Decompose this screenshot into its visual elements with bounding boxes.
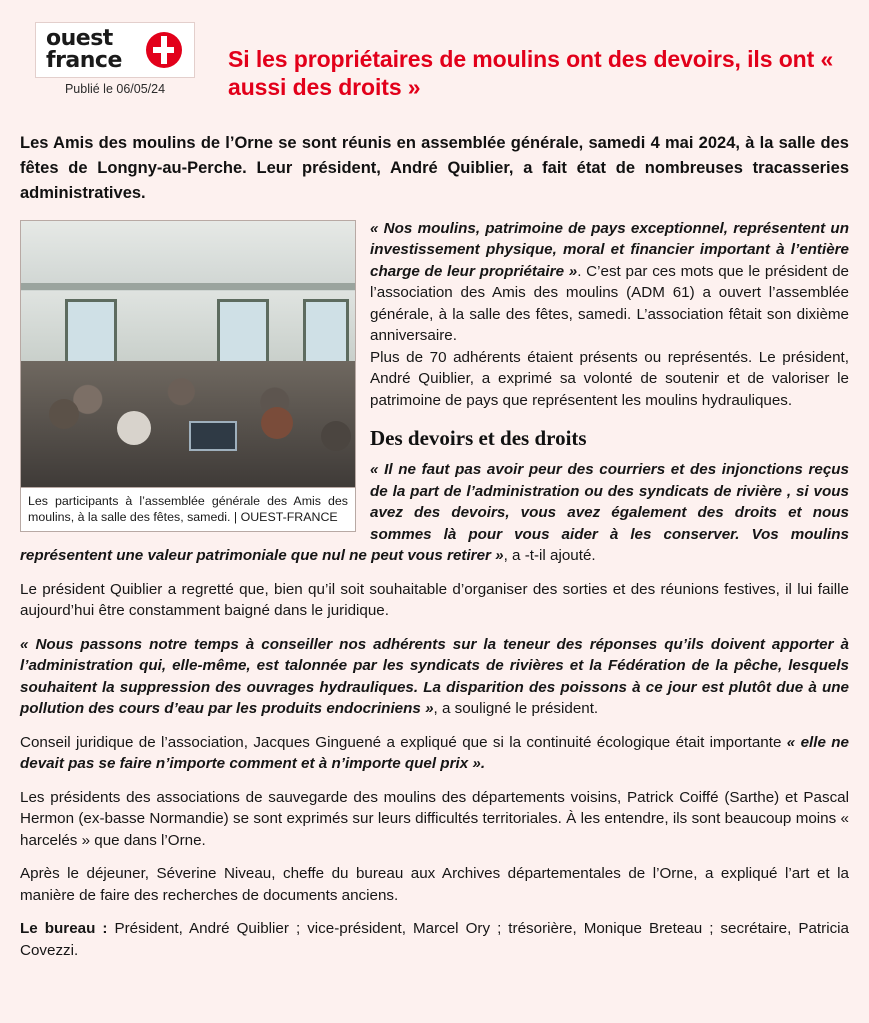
- section-subhead: Des devoirs et des droits: [370, 426, 587, 451]
- page-title: Si les propriétaires de moulins ont des devoirs, ils ont « aussi des droits »: [228, 46, 834, 101]
- paragraph-6: [20, 732, 849, 775]
- article-body: [20, 218, 849, 962]
- caption-credit: OUEST-FRANCE: [240, 509, 338, 524]
- photo-person: [117, 411, 151, 445]
- paragraph-5-rest: , a souligné le président.: [433, 700, 599, 718]
- photo-beam: [21, 283, 355, 290]
- article-figure: [20, 220, 356, 532]
- photo-laptop: [189, 421, 237, 451]
- logo-line-2: france: [46, 48, 122, 73]
- pull-quote-3: « Nous passons notre temps à conseiller nos adhérents sur la teneur des réponses qu’ils doivent apporter à l’administration qui, elle-même, est talonnée par les syndicats de rivières et la Fédération de la pêche, lesquels souhaitent la suppression des ouvrages hydrauliques. La disparition des poissons à ce jour est plutôt due à une pollution des cours d’eau par les produits endocriniens »: [20, 635, 849, 718]
- plus-cross-mark-icon: [146, 32, 182, 68]
- photo-ceiling: [21, 221, 355, 291]
- photo-window: [65, 299, 117, 365]
- photo-person: [49, 399, 79, 429]
- paragraph-4: Le président Quiblier a regretté que, bien qu’il soit souhaitable d’organiser des sorties et des réunions festives, il lui faille aujourd’hui être constamment baigné dans le juridique.: [20, 580, 849, 620]
- paragraph-6-start: Conseil juridique de l’association, Jacques Ginguené a expliqué que si la continuité écologique était importante: [20, 733, 787, 751]
- article-header: [20, 18, 849, 117]
- paragraph-8: Après le déjeuner, Séverine Niveau, cheffe du bureau aux Archives départementales de l’Orne, a expliqué l’art et la manière de faire des recherches de documents anciens.: [20, 865, 849, 904]
- bureau-label: Le bureau :: [20, 920, 108, 938]
- figure-caption: [20, 488, 356, 532]
- paragraph-3-rest: , a -t-il ajouté.: [503, 547, 596, 565]
- bureau-members: Président, André Quiblier ; vice-président, Marcel Ory ; trésorière, Monique Breteau ; secrétaire, Patricia Covezzi.: [20, 920, 850, 959]
- pull-quote-2: « Il ne faut pas avoir peur des courriers et des injonctions reçus de la part de l’administration ou des syndicats de rivière , si vous avez des devoirs, vous avez également des droits et nous sommes là pour vous aider à les conserver. Vos moulins représentent une valeur patrimoniale que nul ne peut vous retirer »: [20, 461, 849, 565]
- assembly-photo: [20, 220, 356, 488]
- paragraph-1-rest: . C’est par ces mots que le président de l’association des Amis des moulins (ADM 61) a ouvert l’assemblée générale, à la salle des fêtes, samedi. L’association fêtait son dixième anniversaire.: [370, 262, 849, 345]
- paragraph-2: Plus de 70 adhérents étaient présents ou représentés. Le président, André Quiblier, a exprimé sa volonté de soutenir et de valoriser le patrimoine de pays que représentent les moulins hydrauliques.: [370, 348, 849, 409]
- photo-person: [261, 407, 293, 439]
- photo-person: [321, 421, 351, 451]
- publisher-brand: [20, 18, 210, 96]
- ouest-france-logo: [35, 22, 195, 78]
- standfirst: Les Amis des moulins de l’Orne se sont réunis en assemblée générale, samedi 4 mai 2024, à la salle des fêtes de Longny-au-Perche. Leur président, André Quiblier, a fait état de nombreuses tracasseries administratives.: [20, 133, 849, 202]
- paragraph-7: Les présidents des associations de sauvegarde des moulins des départements voisins, Patrick Coiffé (Sarthe) et Pascal Hermon (ex-basse Normandie) se sont exprimés sur leurs difficultés territoriales. À les entendre, ils sont beaucoup moins « harcelés » que dans l’Orne.: [20, 788, 849, 849]
- photo-window: [217, 299, 269, 365]
- bureau-paragraph: [20, 918, 849, 961]
- pull-quote-1: « Nos moulins, patrimoine de pays exceptionnel, représentent un investissement physique, moral et financier important à l’entière charge de leur propriétaire »: [370, 219, 849, 280]
- publication-date: Publié le 06/05/24: [64, 82, 166, 96]
- caption-text: Les participants à l’assemblée générale des Amis des moulins, à la salle des fêtes, samedi. |: [28, 493, 348, 524]
- paragraph-5: [20, 634, 849, 720]
- logo-line-1: ouest: [46, 26, 113, 51]
- pull-quote-4: « elle ne devait pas se faire n’importe comment et à n’importe quel prix ».: [20, 733, 849, 773]
- photo-window: [303, 299, 349, 365]
